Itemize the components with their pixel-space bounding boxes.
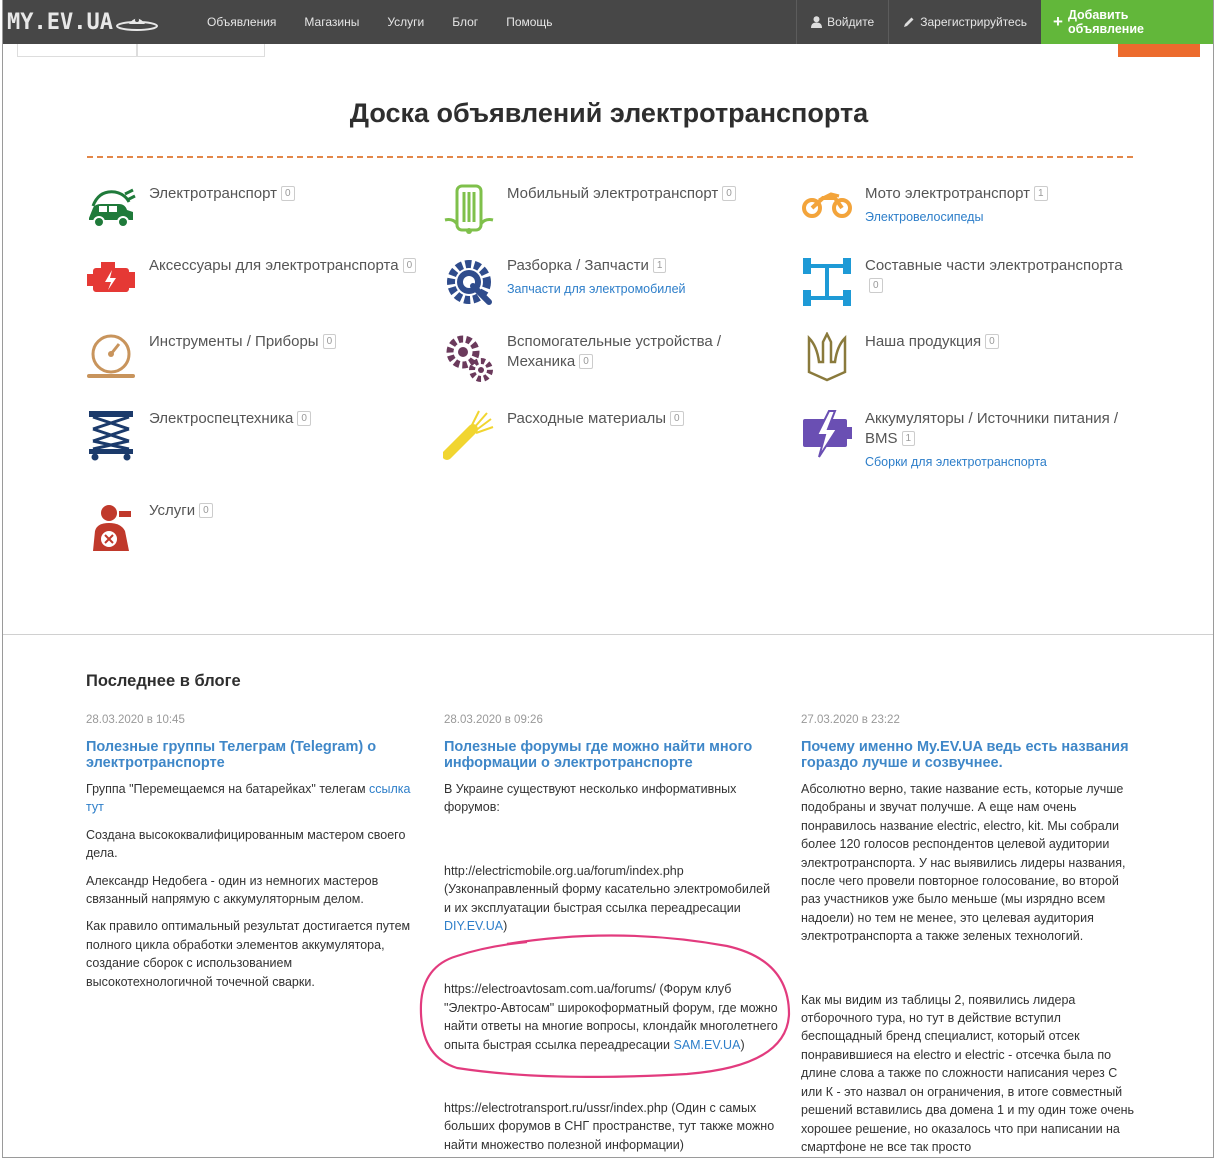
category-name[interactable]: Разборка / Запчасти — [507, 257, 649, 274]
category-name[interactable]: Аккумуляторы / Источники питания / BMS — [865, 410, 1119, 447]
category-count: 0 — [199, 503, 213, 518]
login-button[interactable] — [796, 0, 888, 44]
add-listing-label: Добавить объявление — [1067, 8, 1144, 36]
category-name[interactable]: Составные части электротранспорта — [865, 257, 1123, 274]
sam-link[interactable]: SAM.EV.UA — [673, 1037, 741, 1052]
subcategory-link[interactable]: Запчасти для электромобилей — [507, 282, 686, 296]
post-date: 28.03.2020 в 09:26 — [444, 714, 543, 726]
annotation-circle — [417, 930, 791, 1078]
gear-wrench-icon — [443, 256, 495, 308]
nav-ads[interactable]: Объявления — [207, 15, 277, 29]
search-field-remnant — [17, 44, 137, 57]
battery-icon — [801, 409, 853, 461]
engine-icon — [85, 256, 137, 308]
category-count: 0 — [579, 354, 593, 369]
page-title: Доска объявлений электротранспорта — [349, 98, 869, 128]
pencil-icon — [903, 16, 915, 28]
category-count: 1 — [902, 431, 916, 446]
logo-text: MY.EV.UA — [7, 9, 113, 35]
category-name[interactable]: Мобильный электротранспорт — [507, 185, 719, 202]
post-paragraph: В Украине существуют несколько информативных форумов: — [444, 782, 737, 815]
category-count: 0 — [281, 186, 295, 201]
post-paragraph: Создана высококвалифицированным мастером своего дела. — [86, 827, 406, 861]
category-name[interactable]: Расходные материалы — [507, 410, 666, 427]
category-count: 0 — [869, 278, 883, 293]
blog-post — [86, 714, 420, 1000]
category-count: 0 — [722, 186, 736, 201]
search-button-remnant[interactable] — [1118, 44, 1200, 57]
post-paragraph: https://electroavtosam.com.ua/forums/ (Форум клуб "Электро-Автосам" широкоформатный форум, где можно найти ответы на многие вопросы, клондайк многолетнего опыта быстрая ссылка переадресации — [444, 982, 778, 1052]
category-name[interactable]: Наша продукция — [865, 333, 982, 350]
category-count: 1 — [1034, 186, 1048, 201]
post-paragraph: https://electrotransport.ru/ussr/index.php (Один с самых больших форумов в СНГ пространстве, тут также можно найти множество полезной информации) — [444, 1101, 775, 1152]
diy-link[interactable]: DIY.EV.UA — [444, 919, 504, 934]
post-paragraph: Группа "Перемещаемся на батарейках" телегам — [86, 782, 370, 796]
post-title[interactable]: Почему именно My.EV.UA ведь есть названия гораздо лучше и созвучнее. — [801, 739, 1129, 771]
site-logo[interactable] — [3, 0, 193, 44]
nav-help[interactable]: Помощь — [506, 15, 553, 29]
category-name[interactable]: Услуги — [149, 502, 196, 519]
user-icon — [811, 16, 822, 28]
logo-disc-icon — [115, 11, 159, 33]
post-date: 28.03.2020 в 10:45 — [86, 714, 185, 726]
gauge-icon — [85, 332, 137, 384]
category-count: 0 — [323, 334, 337, 349]
register-label: Зарегистрируйтесь — [920, 15, 1027, 29]
electric-car-icon — [85, 184, 137, 236]
login-label: Войдите — [827, 15, 875, 29]
category-count: 0 — [670, 411, 684, 426]
category-count: 0 — [985, 334, 999, 349]
cable-icon — [443, 409, 495, 461]
category-name[interactable]: Аксессуары для электротранспорта — [149, 257, 399, 274]
subcategory-link[interactable]: Электровелосипеды — [865, 210, 984, 224]
post-paragraph: Как мы видим из таблицы 2, появились лидера отборочного тура, но тут в действие вступил беспощадный бренд специалист, который отсек понравившиеся на electro и electric - отсечка была по длине слова а также по сложности написания через С или К - это назвал он ограничения, в итоге совместный решений вставились два домена 1 и my один тоже очень хорошее решение, но оказалось что при написании на смартфоне не все так просто — [801, 992, 1135, 1154]
post-excerpt — [801, 780, 1135, 1156]
nav-shops[interactable]: Магазины — [304, 15, 360, 29]
category-count: 1 — [653, 258, 667, 273]
post-paragraph: http://electricmobile.org.ua/forum/index.php (Узконаправленный форму касательно электромобилей и их эксплуатации быстрая ссылка переадресации — [444, 863, 771, 915]
category-name[interactable]: Электротранспорт — [149, 185, 278, 202]
trident-icon — [801, 332, 853, 384]
subcategory-link[interactable]: Сборки для электротранспорта — [865, 455, 1047, 469]
nav-services[interactable]: Услуги — [387, 15, 425, 29]
blog-heading: Последнее в блоге — [86, 672, 241, 690]
post-paragraph: Абсолютно верно, такие название есть, которые лучше подобраны и звучат получше. А еще нам очень понравилось название electric, electro, kit. Мы собрали более 120 голосов респондентов целевой аудитории электротранспорта. У нас выявились лидеры названия, после чего провели повторное голосование, во второй раз участников уже было меньше (мы изрядно всем надоели) но тем не менее, это целевая аудитория электротранспорта а также зеленых технологий. — [801, 782, 1126, 944]
category-name[interactable]: Мото электротранспорт — [865, 185, 1030, 202]
post-title[interactable]: Полезные форумы где можно найти много информации о электротранспорте — [444, 739, 753, 771]
plus-icon: + — [1053, 12, 1063, 31]
mobile-transport-icon — [443, 184, 495, 236]
post-title[interactable]: Полезные группы Телеграм (Telegram) о электротранспорте — [86, 739, 377, 771]
register-button[interactable] — [888, 0, 1041, 44]
category-count: 0 — [403, 258, 417, 273]
worker-icon — [85, 501, 137, 553]
category-name[interactable]: Вспомогательные устройства / Механика — [507, 333, 722, 370]
browser-page — [2, 0, 1214, 1158]
blog-post — [801, 714, 1135, 1158]
post-paragraph: Как правило оптимальный результат достигается путем полного цикла обработки элементов аккумулятора, создание сборок с использованием высокотехнологичной точечной сварки. — [86, 919, 411, 989]
dashed-divider — [87, 156, 1133, 158]
chassis-icon — [801, 256, 853, 308]
nav-blog[interactable]: Блог — [452, 15, 479, 29]
post-paragraph: Александр Недобега - один из немногих мастеров связанный напрямую с аккумуляторным делом. — [86, 873, 379, 907]
gears-icon — [443, 332, 495, 384]
category-count: 0 — [297, 411, 311, 426]
scissor-lift-icon — [85, 409, 137, 461]
category-name[interactable]: Инструменты / Приборы — [149, 333, 319, 350]
search-field-remnant-2 — [137, 44, 265, 57]
top-navbar — [3, 0, 1214, 44]
post-excerpt: В Украине существуют несколько информативных форумов: http://electricmobile.org.ua/forum/index.php (Узконаправленный форму касательно электромобилей и их эксплуатации быстрая ссылка переадресации DIY.EV.UA) https://electroavtosam.com.ua/forums/ (Форум клуб "Электро-Автосам" широкоформатный форум, где можно найти ответы на многие вопросы, клондайк многолетнего опыта быстрая ссылка переадресации SAM.EV.UA) https://electrotransport.ru/ussr/index.php (Один с самых больших форумов в СНГ пространстве, тут также можно найти множество полезной информации) — [444, 780, 778, 1154]
search-bar-remnant — [3, 44, 1214, 58]
motorcycle-icon — [801, 184, 853, 236]
add-listing-button[interactable] — [1041, 0, 1214, 44]
post-excerpt — [86, 780, 420, 991]
category-name[interactable]: Электроспецтехника — [149, 410, 294, 427]
telegram-link[interactable]: ссылка тут — [86, 782, 411, 815]
section-divider — [3, 634, 1214, 635]
post-date: 27.03.2020 в 23:22 — [801, 714, 900, 726]
